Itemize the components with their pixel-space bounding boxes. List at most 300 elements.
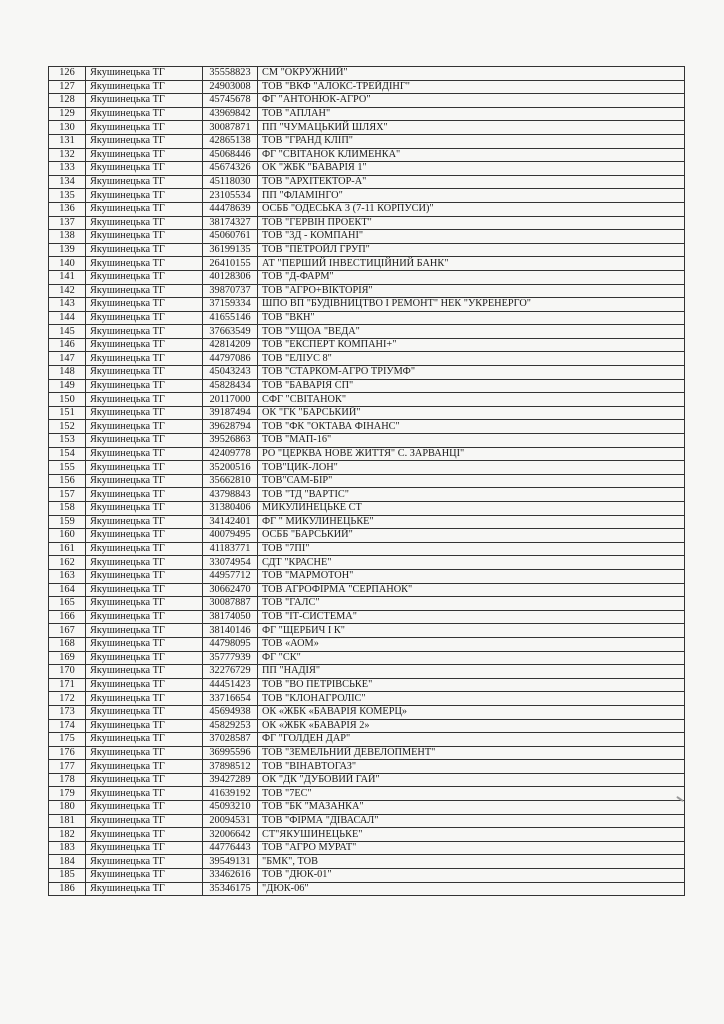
- organization-name-cell: ОК «ЖБК «БАВАРІЯ КОМЕРЦ»: [258, 705, 685, 719]
- row-number-cell: 146: [49, 338, 86, 352]
- organization-name-cell: ПП "ЧУМАЦЬКИЙ ШЛЯХ": [258, 121, 685, 135]
- edrpou-code-cell: 45068446: [203, 148, 258, 162]
- community-name-cell: Якушинецька ТГ: [86, 651, 203, 665]
- edrpou-code-cell: 33462616: [203, 869, 258, 883]
- table-row: [49, 542, 685, 556]
- row-number-cell: 179: [49, 787, 86, 801]
- row-number-cell: 174: [49, 719, 86, 733]
- community-name-cell: Якушинецька ТГ: [86, 107, 203, 121]
- edrpou-code-cell: 33716654: [203, 692, 258, 706]
- community-name-cell: Якушинецька ТГ: [86, 665, 203, 679]
- organization-name-cell: ТОВ "7ЕС": [258, 787, 685, 801]
- organization-name-cell: РО "ЦЕРКВА НОВЕ ЖИТТЯ" С. ЗАРВАНЦІ": [258, 447, 685, 461]
- edrpou-code-cell: 39549131: [203, 855, 258, 869]
- table-row: [49, 814, 685, 828]
- community-name-cell: Якушинецька ТГ: [86, 67, 203, 81]
- community-name-cell: Якушинецька ТГ: [86, 583, 203, 597]
- edrpou-code-cell: 40079495: [203, 529, 258, 543]
- row-number-cell: 176: [49, 746, 86, 760]
- row-number-cell: 178: [49, 773, 86, 787]
- organization-name-cell: СМ "ОКРУЖНИЙ": [258, 67, 685, 81]
- table-row: [49, 637, 685, 651]
- edrpou-code-cell: 37028587: [203, 733, 258, 747]
- edrpou-code-cell: 40128306: [203, 270, 258, 284]
- table-row: [49, 461, 685, 475]
- table-row: [49, 651, 685, 665]
- table-row: [49, 624, 685, 638]
- organization-name-cell: СТ"ЯКУШИНЕЦЬКЕ": [258, 828, 685, 842]
- table-row: [49, 719, 685, 733]
- organization-name-cell: ТОВ"ЦИК-ЛОН": [258, 461, 685, 475]
- organization-name-cell: "ДЮК-06": [258, 882, 685, 896]
- row-number-cell: 140: [49, 257, 86, 271]
- edrpou-code-cell: 42409778: [203, 447, 258, 461]
- table-row: [49, 148, 685, 162]
- row-number-cell: 136: [49, 202, 86, 216]
- organization-name-cell: "БМК", ТОВ: [258, 855, 685, 869]
- table-row: [49, 134, 685, 148]
- row-number-cell: 156: [49, 474, 86, 488]
- organization-name-cell: ТОВ "ІТ-СИСТЕМА": [258, 610, 685, 624]
- organization-name-cell: ФГ "ГОЛДЕН ДАР": [258, 733, 685, 747]
- row-number-cell: 180: [49, 801, 86, 815]
- edrpou-code-cell: 43969842: [203, 107, 258, 121]
- table-row: [49, 841, 685, 855]
- row-number-cell: 143: [49, 298, 86, 312]
- edrpou-code-cell: 32276729: [203, 665, 258, 679]
- edrpou-code-cell: 34142401: [203, 515, 258, 529]
- table-row: [49, 705, 685, 719]
- row-number-cell: 127: [49, 80, 86, 94]
- community-name-cell: Якушинецька ТГ: [86, 515, 203, 529]
- community-name-cell: Якушинецька ТГ: [86, 488, 203, 502]
- edrpou-code-cell: 45829253: [203, 719, 258, 733]
- organization-name-cell: ТОВ "АРХІТЕКТОР-А": [258, 175, 685, 189]
- organization-name-cell: ТОВ «АОМ»: [258, 637, 685, 651]
- row-number-cell: 172: [49, 692, 86, 706]
- row-number-cell: 144: [49, 311, 86, 325]
- organization-name-cell: СФГ "СВІТАНОК": [258, 393, 685, 407]
- organization-name-cell: ТОВ АГРОФІРМА "СЕРПАНОК": [258, 583, 685, 597]
- table-row: [49, 189, 685, 203]
- table-row: [49, 175, 685, 189]
- community-name-cell: Якушинецька ТГ: [86, 556, 203, 570]
- table-row: [49, 678, 685, 692]
- organization-name-cell: ТОВ "ЕЛІУС 8": [258, 352, 685, 366]
- edrpou-code-cell: 39427289: [203, 773, 258, 787]
- table-row: [49, 94, 685, 108]
- row-number-cell: 166: [49, 610, 86, 624]
- table-row: [49, 488, 685, 502]
- edrpou-code-cell: 36199135: [203, 243, 258, 257]
- table-row: [49, 855, 685, 869]
- community-name-cell: Якушинецька ТГ: [86, 597, 203, 611]
- edrpou-code-cell: 38174327: [203, 216, 258, 230]
- row-number-cell: 137: [49, 216, 86, 230]
- edrpou-code-cell: 35662810: [203, 474, 258, 488]
- edrpou-code-cell: 39526863: [203, 434, 258, 448]
- edrpou-code-cell: 30087887: [203, 597, 258, 611]
- table-row: [49, 502, 685, 516]
- table-row: [49, 338, 685, 352]
- row-number-cell: 135: [49, 189, 86, 203]
- organization-name-cell: ФГ "АНТОНЮК-АГРО": [258, 94, 685, 108]
- table-row: [49, 202, 685, 216]
- organization-name-cell: ТОВ "ЕКСПЕРТ КОМПАНІ+": [258, 338, 685, 352]
- table-row: [49, 692, 685, 706]
- community-name-cell: Якушинецька ТГ: [86, 529, 203, 543]
- table-row: [49, 216, 685, 230]
- table-row: [49, 393, 685, 407]
- organization-name-cell: ОК "ЖБК "БАВАРІЯ 1": [258, 162, 685, 176]
- table-row: [49, 352, 685, 366]
- table-row: [49, 257, 685, 271]
- organization-name-cell: ТОВ "ВО ПЕТРІВСЬКЕ": [258, 678, 685, 692]
- community-name-cell: Якушинецька ТГ: [86, 352, 203, 366]
- community-name-cell: Якушинецька ТГ: [86, 284, 203, 298]
- organization-name-cell: ОСББ "БАРСЬКИЙ": [258, 529, 685, 543]
- row-number-cell: 131: [49, 134, 86, 148]
- community-name-cell: Якушинецька ТГ: [86, 379, 203, 393]
- table-row: [49, 270, 685, 284]
- community-name-cell: Якушинецька ТГ: [86, 298, 203, 312]
- edrpou-code-cell: 43798843: [203, 488, 258, 502]
- community-name-cell: Якушинецька ТГ: [86, 257, 203, 271]
- row-number-cell: 132: [49, 148, 86, 162]
- community-name-cell: Якушинецька ТГ: [86, 406, 203, 420]
- table-row: [49, 230, 685, 244]
- organization-name-cell: ТОВ "УЩОА "ВЕДА": [258, 325, 685, 339]
- community-name-cell: Якушинецька ТГ: [86, 148, 203, 162]
- organization-name-cell: ТОВ "СТАРКОМ-АГРО ТРІУМФ": [258, 366, 685, 380]
- edrpou-code-cell: 44797086: [203, 352, 258, 366]
- table-row: [49, 243, 685, 257]
- edrpou-code-cell: 45745678: [203, 94, 258, 108]
- row-number-cell: 160: [49, 529, 86, 543]
- organization-name-cell: ТОВ "ТД "ВАРТІС": [258, 488, 685, 502]
- edrpou-code-cell: 37898512: [203, 760, 258, 774]
- community-name-cell: Якушинецька ТГ: [86, 705, 203, 719]
- community-name-cell: Якушинецька ТГ: [86, 746, 203, 760]
- community-name-cell: Якушинецька ТГ: [86, 216, 203, 230]
- community-name-cell: Якушинецька ТГ: [86, 134, 203, 148]
- organization-name-cell: ФГ "СК": [258, 651, 685, 665]
- organization-name-cell: СДТ "КРАСНЕ": [258, 556, 685, 570]
- table-row: [49, 569, 685, 583]
- organization-name-cell: ТОВ "ЗЕМЕЛЬНИЙ ДЕВЕЛОПМЕНТ": [258, 746, 685, 760]
- table-row: [49, 773, 685, 787]
- edrpou-code-cell: 37663549: [203, 325, 258, 339]
- table-row: [49, 583, 685, 597]
- row-number-cell: 152: [49, 420, 86, 434]
- community-name-cell: Якушинецька ТГ: [86, 760, 203, 774]
- community-name-cell: Якушинецька ТГ: [86, 733, 203, 747]
- row-number-cell: 145: [49, 325, 86, 339]
- row-number-cell: 171: [49, 678, 86, 692]
- organization-name-cell: ТОВ "БАВАРІЯ СП": [258, 379, 685, 393]
- row-number-cell: 184: [49, 855, 86, 869]
- table-row: [49, 760, 685, 774]
- row-number-cell: 149: [49, 379, 86, 393]
- edrpou-code-cell: 44478639: [203, 202, 258, 216]
- row-number-cell: 168: [49, 637, 86, 651]
- table-row: [49, 801, 685, 815]
- row-number-cell: 142: [49, 284, 86, 298]
- community-name-cell: Якушинецька ТГ: [86, 230, 203, 244]
- table-row: [49, 882, 685, 896]
- edrpou-code-cell: 41655146: [203, 311, 258, 325]
- community-name-cell: Якушинецька ТГ: [86, 678, 203, 692]
- edrpou-code-cell: 35346175: [203, 882, 258, 896]
- row-number-cell: 173: [49, 705, 86, 719]
- edrpou-code-cell: 26410155: [203, 257, 258, 271]
- organization-name-cell: ТОВ "АПЛАН": [258, 107, 685, 121]
- community-name-cell: Якушинецька ТГ: [86, 80, 203, 94]
- edrpou-code-cell: 45828434: [203, 379, 258, 393]
- edrpou-code-cell: 44776443: [203, 841, 258, 855]
- community-name-cell: Якушинецька ТГ: [86, 393, 203, 407]
- row-number-cell: 165: [49, 597, 86, 611]
- row-number-cell: 130: [49, 121, 86, 135]
- organization-name-cell: ТОВ "АГРО МУРАТ": [258, 841, 685, 855]
- table-row: [49, 420, 685, 434]
- community-name-cell: Якушинецька ТГ: [86, 94, 203, 108]
- community-name-cell: Якушинецька ТГ: [86, 202, 203, 216]
- table-row: [49, 515, 685, 529]
- row-number-cell: 148: [49, 366, 86, 380]
- row-number-cell: 158: [49, 502, 86, 516]
- table-row: [49, 828, 685, 842]
- edrpou-code-cell: 24903008: [203, 80, 258, 94]
- table-row: [49, 434, 685, 448]
- organization-name-cell: ТОВ "ВІНАВТОГАЗ": [258, 760, 685, 774]
- organization-name-cell: ТОВ "7ПІ": [258, 542, 685, 556]
- community-name-cell: Якушинецька ТГ: [86, 461, 203, 475]
- row-number-cell: 167: [49, 624, 86, 638]
- community-name-cell: Якушинецька ТГ: [86, 325, 203, 339]
- community-name-cell: Якушинецька ТГ: [86, 637, 203, 651]
- row-number-cell: 185: [49, 869, 86, 883]
- edrpou-code-cell: 39628794: [203, 420, 258, 434]
- organization-name-cell: АТ "ПЕРШИЙ ІНВЕСТИЦІЙНИЙ БАНК": [258, 257, 685, 271]
- organization-name-cell: ТОВ "ПЕТРОЙЛ ГРУП": [258, 243, 685, 257]
- row-number-cell: 164: [49, 583, 86, 597]
- organization-name-cell: ТОВ "ВКН": [258, 311, 685, 325]
- organization-name-cell: ФГ "СВІТАНОК КЛИМЕНКА": [258, 148, 685, 162]
- community-name-cell: Якушинецька ТГ: [86, 869, 203, 883]
- community-name-cell: Якушинецька ТГ: [86, 447, 203, 461]
- organization-name-cell: ТОВ "КЛОНАГРОЛІС": [258, 692, 685, 706]
- community-name-cell: Якушинецька ТГ: [86, 801, 203, 815]
- edrpou-code-cell: 44957712: [203, 569, 258, 583]
- table-row: [49, 107, 685, 121]
- row-number-cell: 139: [49, 243, 86, 257]
- community-name-cell: Якушинецька ТГ: [86, 189, 203, 203]
- table-row: [49, 746, 685, 760]
- edrpou-code-cell: 23105534: [203, 189, 258, 203]
- edrpou-code-cell: 31380406: [203, 502, 258, 516]
- table-row: [49, 67, 685, 81]
- edrpou-code-cell: 45674326: [203, 162, 258, 176]
- table-row: [49, 379, 685, 393]
- row-number-cell: 134: [49, 175, 86, 189]
- edrpou-code-cell: 42865138: [203, 134, 258, 148]
- row-number-cell: 147: [49, 352, 86, 366]
- table-row: [49, 869, 685, 883]
- organization-name-cell: МИКУЛИНЕЦЬКЕ СТ: [258, 502, 685, 516]
- organization-name-cell: ТОВ "ФК "ОКТАВА ФІНАНС": [258, 420, 685, 434]
- edrpou-code-cell: 36995596: [203, 746, 258, 760]
- edrpou-code-cell: 35777939: [203, 651, 258, 665]
- edrpou-code-cell: 45694938: [203, 705, 258, 719]
- table-row: [49, 474, 685, 488]
- table-row: [49, 325, 685, 339]
- organization-name-cell: ТОВ "ДЮК-01": [258, 869, 685, 883]
- row-number-cell: 151: [49, 406, 86, 420]
- row-number-cell: 170: [49, 665, 86, 679]
- edrpou-code-cell: 35200516: [203, 461, 258, 475]
- row-number-cell: 183: [49, 841, 86, 855]
- community-name-cell: Якушинецька ТГ: [86, 311, 203, 325]
- organization-name-cell: ТОВ "3Д - КОМПАНІ": [258, 230, 685, 244]
- row-number-cell: 153: [49, 434, 86, 448]
- edrpou-code-cell: 44451423: [203, 678, 258, 692]
- row-number-cell: 126: [49, 67, 86, 81]
- community-name-cell: Якушинецька ТГ: [86, 569, 203, 583]
- edrpou-code-cell: 30662470: [203, 583, 258, 597]
- edrpou-code-cell: 41639192: [203, 787, 258, 801]
- organization-name-cell: ОК "ГК "БАРСЬКИЙ": [258, 406, 685, 420]
- community-name-cell: Якушинецька ТГ: [86, 338, 203, 352]
- row-number-cell: 150: [49, 393, 86, 407]
- edrpou-code-cell: 41183771: [203, 542, 258, 556]
- organization-name-cell: ТОВ "ГЕРВІН ПРОЕКТ": [258, 216, 685, 230]
- table-row: [49, 311, 685, 325]
- table-row: [49, 597, 685, 611]
- edrpou-code-cell: 20094531: [203, 814, 258, 828]
- community-name-cell: Якушинецька ТГ: [86, 841, 203, 855]
- organization-name-cell: ТОВ "МАРМОТОН": [258, 569, 685, 583]
- edrpou-code-cell: 42814209: [203, 338, 258, 352]
- table-row: [49, 665, 685, 679]
- organization-name-cell: ТОВ "БК "МАЗАНКА": [258, 801, 685, 815]
- table-row: [49, 284, 685, 298]
- community-name-cell: Якушинецька ТГ: [86, 610, 203, 624]
- edrpou-code-cell: 38140146: [203, 624, 258, 638]
- row-number-cell: 155: [49, 461, 86, 475]
- organization-name-cell: ТОВ "ГАЛС": [258, 597, 685, 611]
- edrpou-code-cell: 44798095: [203, 637, 258, 651]
- community-name-cell: Якушинецька ТГ: [86, 719, 203, 733]
- edrpou-code-cell: 37159334: [203, 298, 258, 312]
- community-name-cell: Якушинецька ТГ: [86, 828, 203, 842]
- organization-name-cell: ОСББ "ОДЕСЬКА 3 (7-11 КОРПУСИ)": [258, 202, 685, 216]
- community-name-cell: Якушинецька ТГ: [86, 175, 203, 189]
- table-row: [49, 80, 685, 94]
- edrpou-code-cell: 30087871: [203, 121, 258, 135]
- community-name-cell: Якушинецька ТГ: [86, 502, 203, 516]
- table-row: [49, 733, 685, 747]
- row-number-cell: 163: [49, 569, 86, 583]
- organization-name-cell: ШПО ВП "БУДІВНИЦТВО І РЕМОНТ" НЕК "УКРЕНЕРГО": [258, 298, 685, 312]
- row-number-cell: 138: [49, 230, 86, 244]
- edrpou-code-cell: 45043243: [203, 366, 258, 380]
- community-name-cell: Якушинецька ТГ: [86, 773, 203, 787]
- organization-name-cell: ФГ " МИКУЛИНЕЦЬКЕ": [258, 515, 685, 529]
- edrpou-code-cell: 38174050: [203, 610, 258, 624]
- document-table: [48, 66, 685, 896]
- edrpou-code-cell: 45060761: [203, 230, 258, 244]
- organization-name-cell: ПП "НАДІЯ": [258, 665, 685, 679]
- edrpou-code-cell: 20117000: [203, 393, 258, 407]
- community-name-cell: Якушинецька ТГ: [86, 162, 203, 176]
- organization-name-cell: ФГ "ЩЕРБИЧ І К": [258, 624, 685, 638]
- row-number-cell: 186: [49, 882, 86, 896]
- row-number-cell: 154: [49, 447, 86, 461]
- row-number-cell: 182: [49, 828, 86, 842]
- community-name-cell: Якушинецька ТГ: [86, 542, 203, 556]
- edrpou-code-cell: 45093210: [203, 801, 258, 815]
- row-number-cell: 159: [49, 515, 86, 529]
- table-row: [49, 787, 685, 801]
- row-number-cell: 175: [49, 733, 86, 747]
- row-number-cell: 162: [49, 556, 86, 570]
- row-number-cell: 177: [49, 760, 86, 774]
- community-name-cell: Якушинецька ТГ: [86, 270, 203, 284]
- organization-name-cell: ТОВ "Д-ФАРМ": [258, 270, 685, 284]
- table-row: [49, 529, 685, 543]
- table-row: [49, 121, 685, 135]
- edrpou-code-cell: 32006642: [203, 828, 258, 842]
- community-name-cell: Якушинецька ТГ: [86, 855, 203, 869]
- community-name-cell: Якушинецька ТГ: [86, 366, 203, 380]
- row-number-cell: 128: [49, 94, 86, 108]
- community-name-cell: Якушинецька ТГ: [86, 787, 203, 801]
- edrpou-code-cell: 39187494: [203, 406, 258, 420]
- edrpou-code-cell: 33074954: [203, 556, 258, 570]
- community-name-cell: Якушинецька ТГ: [86, 814, 203, 828]
- table-row: [49, 406, 685, 420]
- table-row: [49, 366, 685, 380]
- organization-name-cell: ТОВ "ФІРМА "ДІВАСАЛ": [258, 814, 685, 828]
- row-number-cell: 129: [49, 107, 86, 121]
- community-name-cell: Якушинецька ТГ: [86, 243, 203, 257]
- edrpou-code-cell: 39870737: [203, 284, 258, 298]
- table-row: [49, 298, 685, 312]
- table-row: [49, 447, 685, 461]
- document-table-body: [49, 67, 685, 896]
- community-name-cell: Якушинецька ТГ: [86, 420, 203, 434]
- row-number-cell: 133: [49, 162, 86, 176]
- organization-name-cell: ПП "ФЛАМІНГО": [258, 189, 685, 203]
- organization-name-cell: ОК «ЖБК «БАВАРІЯ 2»: [258, 719, 685, 733]
- edrpou-code-cell: 35558823: [203, 67, 258, 81]
- organization-name-cell: ТОВ "ВКФ "АЛОКС-ТРЕЙДІНГ": [258, 80, 685, 94]
- community-name-cell: Якушинецька ТГ: [86, 692, 203, 706]
- community-name-cell: Якушинецька ТГ: [86, 624, 203, 638]
- organization-name-cell: ТОВ "АГРО+ВІКТОРІЯ": [258, 284, 685, 298]
- row-number-cell: 169: [49, 651, 86, 665]
- row-number-cell: 157: [49, 488, 86, 502]
- organization-name-cell: ТОВ "МАП-16": [258, 434, 685, 448]
- organization-name-cell: ТОВ"САМ-БІР": [258, 474, 685, 488]
- edrpou-code-cell: 45118030: [203, 175, 258, 189]
- table-row: [49, 556, 685, 570]
- organization-name-cell: ОК "ДК "ДУБОВИЙ ГАЙ": [258, 773, 685, 787]
- community-name-cell: Якушинецька ТГ: [86, 882, 203, 896]
- table-row: [49, 162, 685, 176]
- community-name-cell: Якушинецька ТГ: [86, 474, 203, 488]
